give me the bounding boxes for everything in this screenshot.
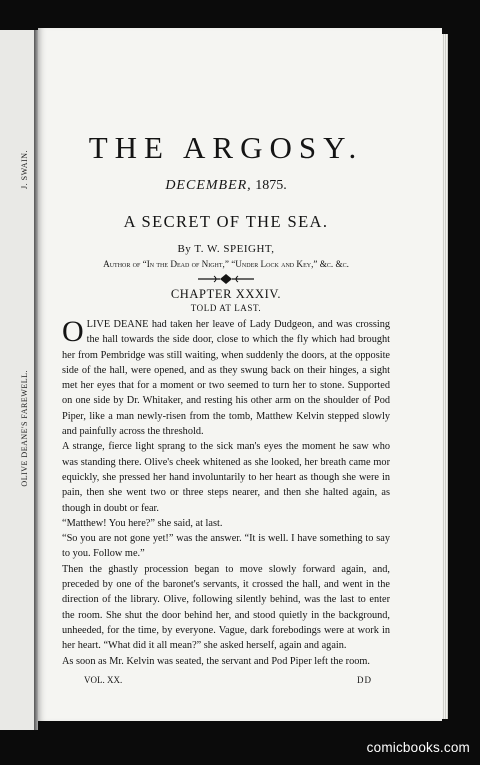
printer-signature: DD bbox=[357, 674, 372, 685]
magazine-masthead: THE ARGOSY. bbox=[88, 130, 364, 165]
chapter-subtitle: TOLD AT LAST. bbox=[190, 303, 262, 313]
facing-page-author: J. SWAIN. bbox=[20, 150, 29, 189]
paragraph: As soon as Mr. Kelvin was seated, the servant and Pod Piper left the room. bbox=[62, 655, 370, 667]
facing-page-title: OLIVE DEANE'S FAREWELL. bbox=[20, 370, 29, 487]
chapter-body bbox=[62, 317, 390, 669]
issue-date bbox=[62, 178, 390, 194]
paragraph-text: LIVE DEANE had taken her leave of Lady Dudgeon, and was crossing the hall towards the side door, close to which the fly which had brought her from Pembridge was still waiting, when suddenly the doors, at the opposite side of the hall, were opened, and as they swung back on their hinges, a sight met her eyes that for a moment or two seemed to turn her to stone. Supported on one side by Dr. Whitaker, and resting his other arm on the shoulder of Pod Piper, like a man newly-risen from the tomb, Matthew Kelvin stepped slowly and painfully across the threshold. bbox=[62, 319, 390, 438]
facing-page-running-head bbox=[20, 30, 32, 730]
story-title: A SECRET OF THE SEA. bbox=[123, 212, 329, 231]
site-watermark: comicbooks.com bbox=[366, 740, 470, 755]
issue-month: DECEMBER, bbox=[165, 178, 252, 193]
paragraph: “So you are not gone yet!” was the answer. “It is well. I have something to say to you. Follow me.” bbox=[62, 533, 390, 560]
author-credits: Author of “In the Dead of Night,” “Under Lock and Key,” &c. &c. bbox=[103, 259, 349, 269]
paragraph: “Matthew! You here?” she said, at last. bbox=[62, 517, 223, 529]
paragraph: Then the ghastly procession began to move slowly forward again, and, preceded by one of the baronet's servants, it crossed the hall, and went in the direction of the library. Olive, following silently behind, was the last to enter the room. She shut the door behind her, and stood quietly in the background, unheeded, for the time, by everyone. Vague, dark forebodings were at work in her heart. “What did it all mean?” she asked herself, again and again. bbox=[62, 563, 390, 652]
ornament-divider-icon bbox=[196, 273, 256, 285]
story-byline: By T. W. SPEIGHT, bbox=[177, 243, 275, 255]
paragraph: A strange, fierce light sprang to the sick man's eyes the moment he saw who was standing there. Olive's cheek whitened as she looked, her breath came mor equickly, she pressed her hand involuntarily to her heart as though she were in pain, then she went two or three steps nearer, and then she halted again, as though in doubt or fear. bbox=[62, 441, 390, 514]
page-content bbox=[62, 60, 390, 689]
paragraph bbox=[62, 317, 390, 439]
page-edges bbox=[442, 34, 448, 719]
chapter-heading: CHAPTER XXXIV. bbox=[170, 287, 282, 301]
drop-cap: O bbox=[62, 315, 84, 348]
volume-number: VOL. XX. bbox=[84, 674, 123, 685]
issue-year: 1875. bbox=[255, 178, 287, 193]
page-footer bbox=[62, 675, 390, 689]
